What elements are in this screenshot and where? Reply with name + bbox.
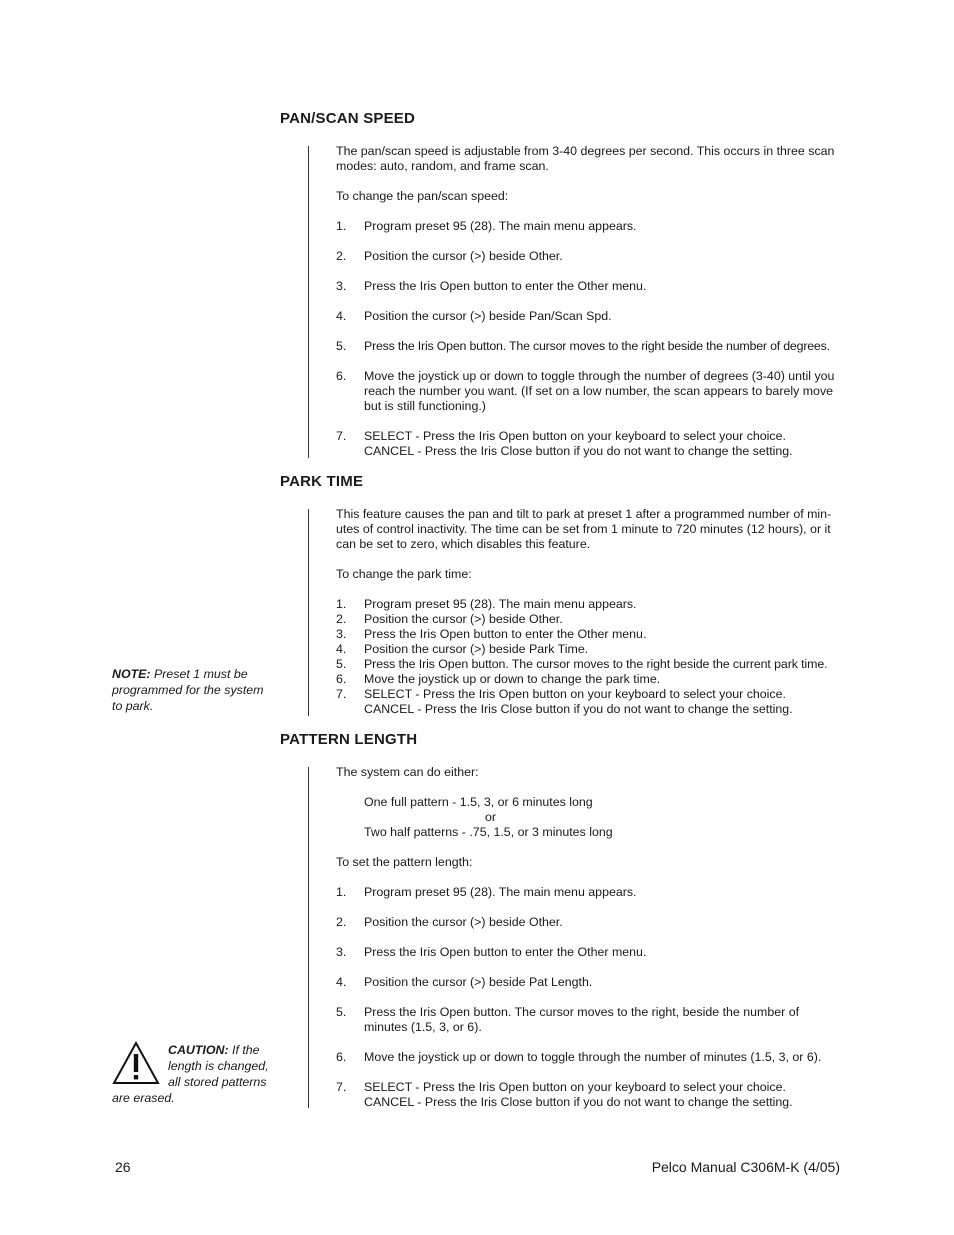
step-text: Press the Iris Open button. The cursor moves to the right, beside the number of: [364, 1005, 800, 1019]
step-number: 7.: [336, 429, 347, 443]
step-text: Press the Iris Open button. The cursor moves to the right beside the current park time.: [364, 657, 828, 671]
step-text: CANCEL - Press the Iris Close button if you do not want to change the setting.: [364, 702, 793, 716]
option-line: Two half patterns - .75, 1.5, or 3 minutes long: [364, 825, 613, 839]
note-text: to park.: [112, 699, 154, 713]
section-heading-pan-scan: PAN/SCAN SPEED: [280, 110, 416, 127]
warning-triangle-icon: [112, 1041, 160, 1085]
step-text: Press the Iris Open button to enter the Other menu.: [364, 279, 647, 293]
step-number: 2.: [336, 249, 347, 263]
step-text: Position the cursor (>) beside Park Time.: [364, 642, 589, 656]
step-number: 3.: [336, 627, 347, 641]
step-text: CANCEL - Press the Iris Close button if you do not want to change the setting.: [364, 1095, 793, 1109]
step-number: 5.: [336, 657, 347, 671]
step-text: Move the joystick up or down to change the park time.: [364, 672, 661, 686]
step-number: 4.: [336, 975, 347, 989]
step-number: 2.: [336, 612, 347, 626]
caution-text: all stored patterns: [168, 1075, 267, 1089]
step-number: 6.: [336, 369, 347, 383]
note-text: Preset 1 must be: [150, 667, 248, 681]
section-heading-park-time: PARK TIME: [280, 473, 364, 490]
section-rule: [308, 509, 309, 716]
note-text: programmed for the system: [112, 683, 264, 697]
step-number: 5.: [336, 339, 347, 353]
step-number: 3.: [336, 279, 347, 293]
step-number: 1.: [336, 885, 347, 899]
step-text: Program preset 95 (28). The main menu appears.: [364, 597, 637, 611]
step-number: 4.: [336, 642, 347, 656]
step-text: SELECT - Press the Iris Open button on your keyboard to select your choice.: [364, 687, 786, 701]
paragraph-line: can be set to zero, which disables this feature.: [336, 537, 591, 551]
step-number: 5.: [336, 1005, 347, 1019]
step-text: Position the cursor (>) beside Other.: [364, 612, 563, 626]
paragraph-line: This feature causes the pan and tilt to park at preset 1 after a programmed number of min-: [336, 507, 832, 521]
step-text: Program preset 95 (28). The main menu appears.: [364, 219, 637, 233]
step-number: 3.: [336, 945, 347, 959]
caution-text: are erased.: [112, 1091, 175, 1105]
step-number: 6.: [336, 672, 347, 686]
step-text: but is still functioning.): [364, 399, 486, 413]
manual-footer: Pelco Manual C306M-K (4/05): [651, 1159, 840, 1175]
step-text: Press the Iris Open button to enter the Other menu.: [364, 627, 647, 641]
option-line: One full pattern - 1.5, 3, or 6 minutes long: [364, 795, 593, 809]
caution-label: CAUTION:: [168, 1043, 229, 1057]
step-text: Position the cursor (>) beside Pan/Scan Spd.: [364, 309, 612, 323]
section-rule: [308, 146, 309, 458]
option-or: or: [485, 810, 497, 824]
step-number: 7.: [336, 1080, 347, 1094]
step-text: Move the joystick up or down to toggle through the number of minutes (1.5, 3, or 6).: [364, 1050, 822, 1064]
note-label: NOTE:: [112, 667, 151, 681]
caution-text: If the: [228, 1043, 260, 1057]
page-number: 26: [115, 1159, 131, 1175]
caution-note: [168, 1042, 269, 1090]
paragraph-line: The pan/scan speed is adjustable from 3-40 degrees per second. This occurs in three scan: [336, 144, 835, 158]
step-number: 1.: [336, 219, 347, 233]
step-text: SELECT - Press the Iris Open button on your keyboard to select your choice.: [364, 1080, 786, 1094]
section-heading-pattern-length: PATTERN LENGTH: [280, 731, 418, 748]
step-text: Press the Iris Open button to enter the Other menu.: [364, 945, 647, 959]
step-text: Press the Iris Open button. The cursor moves to the right beside the number of degrees.: [364, 339, 830, 353]
section-rule: [308, 767, 309, 1108]
paragraph-line: To change the pan/scan speed:: [336, 189, 509, 203]
step-text: SELECT - Press the Iris Open button on your keyboard to select your choice.: [364, 429, 786, 443]
step-number: 4.: [336, 309, 347, 323]
step-text: Move the joystick up or down to toggle through the number of degrees (3-40) until you: [364, 369, 835, 383]
paragraph-line: modes: auto, random, and frame scan.: [336, 159, 549, 173]
step-number: 2.: [336, 915, 347, 929]
step-number: 1.: [336, 597, 347, 611]
step-text: reach the number you want. (If set on a low number, the scan appears to barely move: [364, 384, 834, 398]
caution-text: length is changed,: [168, 1059, 269, 1073]
step-text: Program preset 95 (28). The main menu appears.: [364, 885, 637, 899]
paragraph-line: The system can do either:: [336, 765, 479, 779]
step-text: Position the cursor (>) beside Other.: [364, 249, 563, 263]
side-note: [112, 666, 264, 714]
step-text: minutes (1.5, 3, or 6).: [364, 1020, 482, 1034]
paragraph-line: To change the park time:: [336, 567, 472, 581]
step-number: 6.: [336, 1050, 347, 1064]
paragraph-line: utes of control inactivity. The time can be set from 1 minute to 720 minutes (12 hours), or it: [336, 522, 831, 536]
paragraph-line: To set the pattern length:: [336, 855, 473, 869]
step-text: Position the cursor (>) beside Pat Length.: [364, 975, 593, 989]
step-text: Position the cursor (>) beside Other.: [364, 915, 563, 929]
step-text: CANCEL - Press the Iris Close button if you do not want to change the setting.: [364, 444, 793, 458]
step-number: 7.: [336, 687, 347, 701]
